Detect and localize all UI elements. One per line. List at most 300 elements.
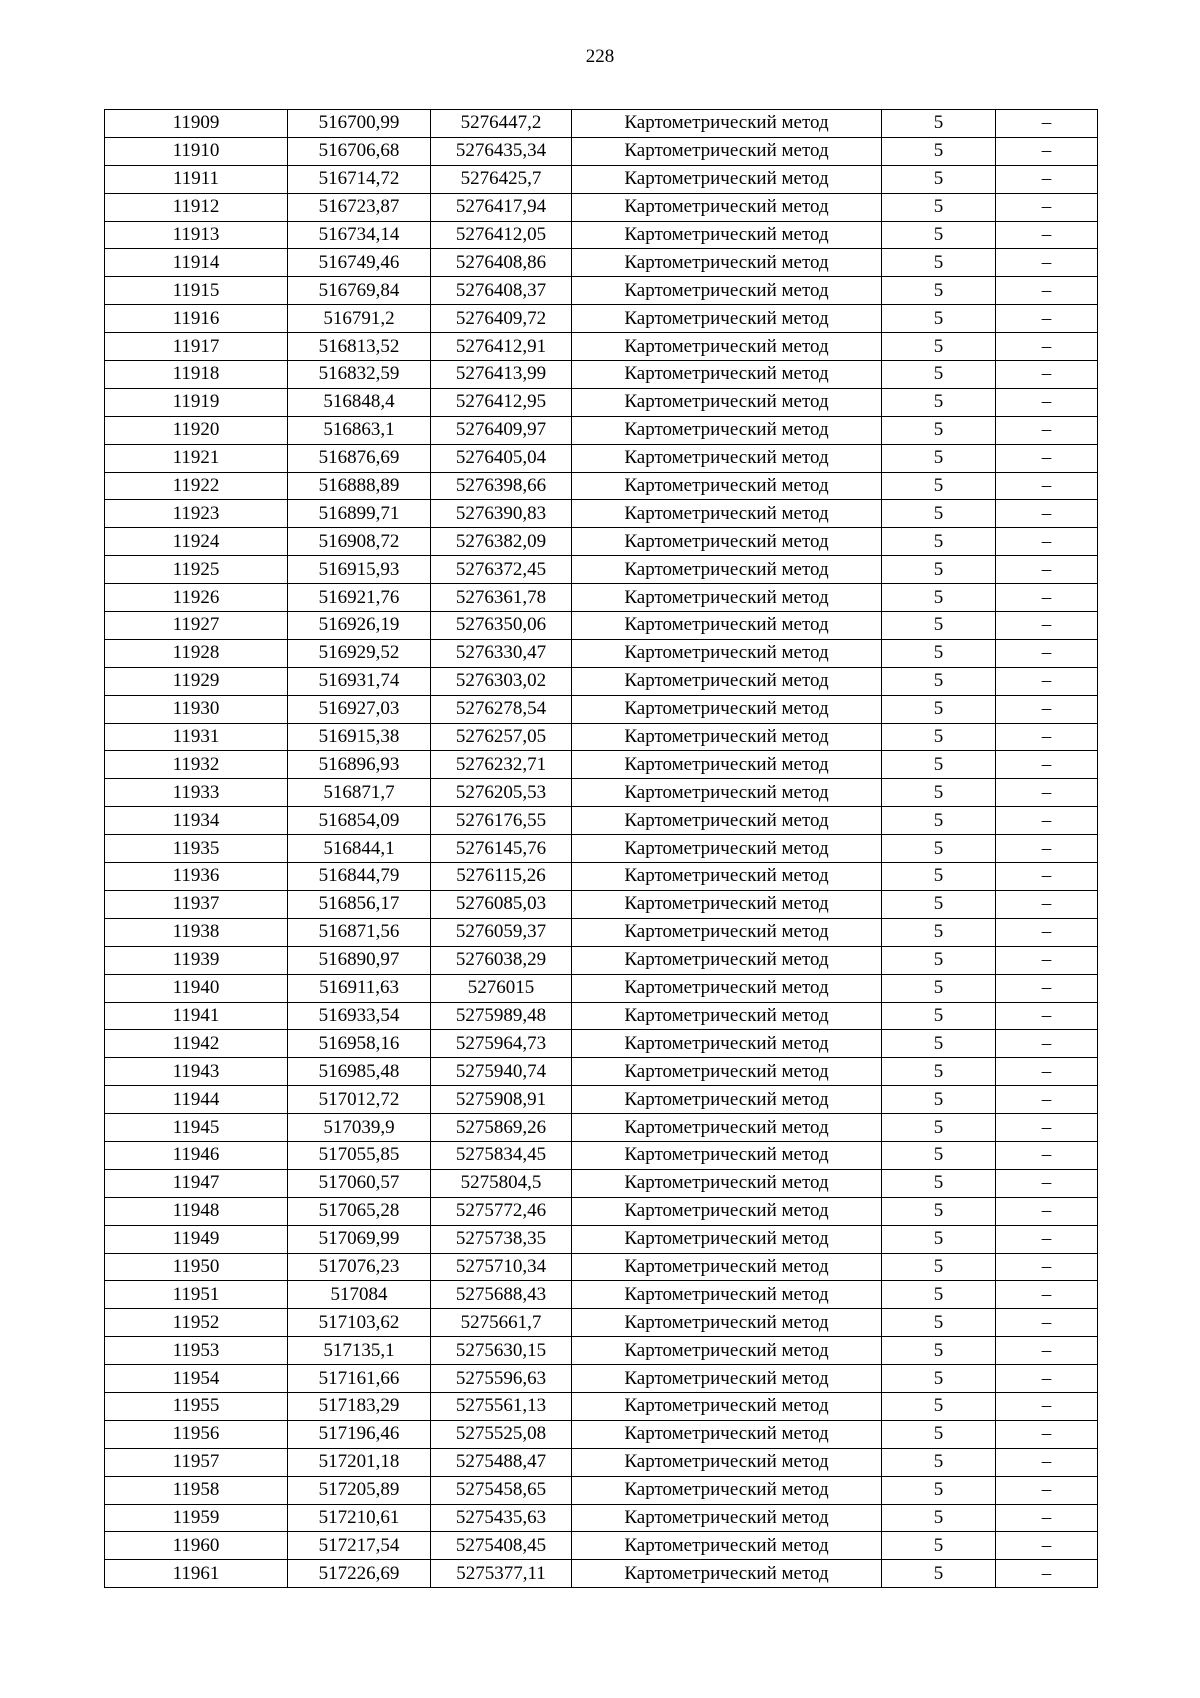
note-cell: – [996, 1141, 1098, 1169]
y-coordinate-cell: 5276412,91 [431, 333, 572, 361]
table-row [105, 639, 1098, 667]
method-cell: Картометрический метод [572, 612, 882, 640]
y-coordinate-cell: 5275561,13 [431, 1392, 572, 1420]
accuracy-cell: 5 [882, 221, 996, 249]
method-cell: Картометрический метод [572, 193, 882, 221]
method-cell: Картометрический метод [572, 974, 882, 1002]
method-cell: Картометрический метод [572, 556, 882, 584]
method-cell: Картометрический метод [572, 1281, 882, 1309]
note-cell: – [996, 1030, 1098, 1058]
point-number-cell: 11960 [105, 1532, 288, 1560]
method-cell: Картометрический метод [572, 1141, 882, 1169]
note-cell: – [996, 556, 1098, 584]
note-cell: – [996, 584, 1098, 612]
table-row [105, 1448, 1098, 1476]
note-cell: – [996, 667, 1098, 695]
point-number-cell: 11912 [105, 193, 288, 221]
point-number-cell: 11925 [105, 556, 288, 584]
method-cell: Картометрический метод [572, 472, 882, 500]
accuracy-cell: 5 [882, 444, 996, 472]
accuracy-cell: 5 [882, 1532, 996, 1560]
table-row [105, 221, 1098, 249]
x-coordinate-cell: 516899,71 [288, 500, 431, 528]
x-coordinate-cell: 516921,76 [288, 584, 431, 612]
accuracy-cell: 5 [882, 807, 996, 835]
accuracy-cell: 5 [882, 863, 996, 891]
method-cell: Картометрический метод [572, 1532, 882, 1560]
method-cell: Картометрический метод [572, 221, 882, 249]
point-number-cell: 11958 [105, 1476, 288, 1504]
y-coordinate-cell: 5275908,91 [431, 1086, 572, 1114]
x-coordinate-cell: 516854,09 [288, 807, 431, 835]
method-cell: Картометрический метод [572, 1030, 882, 1058]
y-coordinate-cell: 5276361,78 [431, 584, 572, 612]
y-coordinate-cell: 5276412,05 [431, 221, 572, 249]
point-number-cell: 11961 [105, 1560, 288, 1588]
method-cell: Картометрический метод [572, 1002, 882, 1030]
x-coordinate-cell: 516890,97 [288, 946, 431, 974]
table-row [105, 1365, 1098, 1393]
table-row [105, 863, 1098, 891]
note-cell: – [996, 751, 1098, 779]
y-coordinate-cell: 5275989,48 [431, 1002, 572, 1030]
table-row [105, 751, 1098, 779]
accuracy-cell: 5 [882, 361, 996, 389]
note-cell: – [996, 1002, 1098, 1030]
method-cell: Картометрический метод [572, 1225, 882, 1253]
method-cell: Картометрический метод [572, 333, 882, 361]
note-cell: – [996, 221, 1098, 249]
y-coordinate-cell: 5276015 [431, 974, 572, 1002]
note-cell: – [996, 1532, 1098, 1560]
accuracy-cell: 5 [882, 333, 996, 361]
table-row [105, 1337, 1098, 1365]
y-coordinate-cell: 5276205,53 [431, 779, 572, 807]
table-row [105, 333, 1098, 361]
method-cell: Картометрический метод [572, 1253, 882, 1281]
point-number-cell: 11928 [105, 639, 288, 667]
note-cell: – [996, 1169, 1098, 1197]
y-coordinate-cell: 5275688,43 [431, 1281, 572, 1309]
y-coordinate-cell: 5276382,09 [431, 528, 572, 556]
point-number-cell: 11940 [105, 974, 288, 1002]
y-coordinate-cell: 5275458,65 [431, 1476, 572, 1504]
table-body [105, 110, 1098, 1588]
y-coordinate-cell: 5276303,02 [431, 667, 572, 695]
x-coordinate-cell: 517205,89 [288, 1476, 431, 1504]
x-coordinate-cell: 516848,4 [288, 388, 431, 416]
table-row [105, 1002, 1098, 1030]
x-coordinate-cell: 517217,54 [288, 1532, 431, 1560]
x-coordinate-cell: 516915,38 [288, 723, 431, 751]
note-cell: – [996, 1058, 1098, 1086]
x-coordinate-cell: 516908,72 [288, 528, 431, 556]
y-coordinate-cell: 5276038,29 [431, 946, 572, 974]
note-cell: – [996, 416, 1098, 444]
table-row [105, 1225, 1098, 1253]
table-row [105, 835, 1098, 863]
point-number-cell: 11939 [105, 946, 288, 974]
method-cell: Картометрический метод [572, 1504, 882, 1532]
note-cell: – [996, 1337, 1098, 1365]
method-cell: Картометрический метод [572, 890, 882, 918]
point-number-cell: 11932 [105, 751, 288, 779]
table-row [105, 165, 1098, 193]
point-number-cell: 11924 [105, 528, 288, 556]
note-cell: – [996, 249, 1098, 277]
x-coordinate-cell: 517076,23 [288, 1253, 431, 1281]
note-cell: – [996, 137, 1098, 165]
method-cell: Картометрический метод [572, 667, 882, 695]
accuracy-cell: 5 [882, 1476, 996, 1504]
note-cell: – [996, 1560, 1098, 1588]
table-row [105, 388, 1098, 416]
method-cell: Картометрический метод [572, 1058, 882, 1086]
point-number-cell: 11950 [105, 1253, 288, 1281]
table-row [105, 890, 1098, 918]
method-cell: Картометрический метод [572, 388, 882, 416]
note-cell: – [996, 946, 1098, 974]
table-row [105, 1532, 1098, 1560]
x-coordinate-cell: 517103,62 [288, 1309, 431, 1337]
note-cell: – [996, 1476, 1098, 1504]
y-coordinate-cell: 5276350,06 [431, 612, 572, 640]
note-cell: – [996, 472, 1098, 500]
note-cell: – [996, 918, 1098, 946]
table-row [105, 193, 1098, 221]
table-row [105, 1253, 1098, 1281]
table-row [105, 1030, 1098, 1058]
note-cell: – [996, 639, 1098, 667]
x-coordinate-cell: 516734,14 [288, 221, 431, 249]
method-cell: Картометрический метод [572, 723, 882, 751]
accuracy-cell: 5 [882, 277, 996, 305]
y-coordinate-cell: 5275377,11 [431, 1560, 572, 1588]
method-cell: Картометрический метод [572, 110, 882, 138]
method-cell: Картометрический метод [572, 1365, 882, 1393]
point-number-cell: 11919 [105, 388, 288, 416]
x-coordinate-cell: 516931,74 [288, 667, 431, 695]
accuracy-cell: 5 [882, 695, 996, 723]
point-number-cell: 11956 [105, 1420, 288, 1448]
x-coordinate-cell: 517055,85 [288, 1141, 431, 1169]
method-cell: Картометрический метод [572, 1169, 882, 1197]
point-number-cell: 11936 [105, 863, 288, 891]
method-cell: Картометрический метод [572, 528, 882, 556]
point-number-cell: 11959 [105, 1504, 288, 1532]
method-cell: Картометрический метод [572, 500, 882, 528]
note-cell: – [996, 1225, 1098, 1253]
point-number-cell: 11944 [105, 1086, 288, 1114]
accuracy-cell: 5 [882, 667, 996, 695]
note-cell: – [996, 1281, 1098, 1309]
table-row [105, 249, 1098, 277]
y-coordinate-cell: 5276330,47 [431, 639, 572, 667]
note-cell: – [996, 612, 1098, 640]
note-cell: – [996, 1504, 1098, 1532]
table-row [105, 1504, 1098, 1532]
method-cell: Картометрический метод [572, 1337, 882, 1365]
point-number-cell: 11911 [105, 165, 288, 193]
y-coordinate-cell: 5276059,37 [431, 918, 572, 946]
y-coordinate-cell: 5276145,76 [431, 835, 572, 863]
y-coordinate-cell: 5276425,7 [431, 165, 572, 193]
x-coordinate-cell: 516791,2 [288, 305, 431, 333]
table-row [105, 1058, 1098, 1086]
point-number-cell: 11922 [105, 472, 288, 500]
y-coordinate-cell: 5275596,63 [431, 1365, 572, 1393]
x-coordinate-cell: 516933,54 [288, 1002, 431, 1030]
accuracy-cell: 5 [882, 751, 996, 779]
point-number-cell: 11952 [105, 1309, 288, 1337]
accuracy-cell: 5 [882, 723, 996, 751]
point-number-cell: 11941 [105, 1002, 288, 1030]
accuracy-cell: 5 [882, 1420, 996, 1448]
method-cell: Картометрический метод [572, 249, 882, 277]
note-cell: – [996, 444, 1098, 472]
point-number-cell: 11953 [105, 1337, 288, 1365]
accuracy-cell: 5 [882, 137, 996, 165]
accuracy-cell: 5 [882, 1309, 996, 1337]
accuracy-cell: 5 [882, 779, 996, 807]
y-coordinate-cell: 5276115,26 [431, 863, 572, 891]
note-cell: – [996, 110, 1098, 138]
method-cell: Картометрический метод [572, 1086, 882, 1114]
method-cell: Картометрический метод [572, 807, 882, 835]
method-cell: Картометрический метод [572, 137, 882, 165]
note-cell: – [996, 528, 1098, 556]
note-cell: – [996, 807, 1098, 835]
table-row [105, 1169, 1098, 1197]
point-number-cell: 11927 [105, 612, 288, 640]
x-coordinate-cell: 517183,29 [288, 1392, 431, 1420]
note-cell: – [996, 1253, 1098, 1281]
table-row [105, 723, 1098, 751]
y-coordinate-cell: 5276408,86 [431, 249, 572, 277]
accuracy-cell: 5 [882, 584, 996, 612]
x-coordinate-cell: 516706,68 [288, 137, 431, 165]
note-cell: – [996, 361, 1098, 389]
x-coordinate-cell: 517069,99 [288, 1225, 431, 1253]
accuracy-cell: 5 [882, 835, 996, 863]
x-coordinate-cell: 517012,72 [288, 1086, 431, 1114]
x-coordinate-cell: 516896,93 [288, 751, 431, 779]
y-coordinate-cell: 5275869,26 [431, 1114, 572, 1142]
point-number-cell: 11947 [105, 1169, 288, 1197]
y-coordinate-cell: 5275940,74 [431, 1058, 572, 1086]
method-cell: Картометрический метод [572, 277, 882, 305]
method-cell: Картометрический метод [572, 165, 882, 193]
point-number-cell: 11937 [105, 890, 288, 918]
table-row [105, 807, 1098, 835]
table-row [105, 918, 1098, 946]
y-coordinate-cell: 5275710,34 [431, 1253, 572, 1281]
point-number-cell: 11914 [105, 249, 288, 277]
note-cell: – [996, 863, 1098, 891]
table-row [105, 528, 1098, 556]
point-number-cell: 11910 [105, 137, 288, 165]
x-coordinate-cell: 516723,87 [288, 193, 431, 221]
accuracy-cell: 5 [882, 918, 996, 946]
y-coordinate-cell: 5276413,99 [431, 361, 572, 389]
table-row [105, 277, 1098, 305]
method-cell: Картометрический метод [572, 361, 882, 389]
point-number-cell: 11931 [105, 723, 288, 751]
table-row [105, 361, 1098, 389]
accuracy-cell: 5 [882, 1337, 996, 1365]
method-cell: Картометрический метод [572, 751, 882, 779]
x-coordinate-cell: 516749,46 [288, 249, 431, 277]
x-coordinate-cell: 516863,1 [288, 416, 431, 444]
x-coordinate-cell: 516888,89 [288, 472, 431, 500]
accuracy-cell: 5 [882, 556, 996, 584]
accuracy-cell: 5 [882, 1560, 996, 1588]
accuracy-cell: 5 [882, 1392, 996, 1420]
method-cell: Картометрический метод [572, 444, 882, 472]
x-coordinate-cell: 516911,63 [288, 974, 431, 1002]
x-coordinate-cell: 516714,72 [288, 165, 431, 193]
y-coordinate-cell: 5276447,2 [431, 110, 572, 138]
note-cell: – [996, 1197, 1098, 1225]
y-coordinate-cell: 5275738,35 [431, 1225, 572, 1253]
table-row [105, 1086, 1098, 1114]
x-coordinate-cell: 517196,46 [288, 1420, 431, 1448]
point-number-cell: 11909 [105, 110, 288, 138]
y-coordinate-cell: 5276176,55 [431, 807, 572, 835]
table-row [105, 1141, 1098, 1169]
accuracy-cell: 5 [882, 974, 996, 1002]
x-coordinate-cell: 516856,17 [288, 890, 431, 918]
accuracy-cell: 5 [882, 1058, 996, 1086]
table-row [105, 1560, 1098, 1588]
accuracy-cell: 5 [882, 1114, 996, 1142]
method-cell: Картометрический метод [572, 1448, 882, 1476]
table-row [105, 612, 1098, 640]
point-number-cell: 11945 [105, 1114, 288, 1142]
x-coordinate-cell: 517060,57 [288, 1169, 431, 1197]
method-cell: Картометрический метод [572, 1560, 882, 1588]
coordinates-table [104, 109, 1098, 1588]
x-coordinate-cell: 516929,52 [288, 639, 431, 667]
point-number-cell: 11929 [105, 667, 288, 695]
accuracy-cell: 5 [882, 1197, 996, 1225]
y-coordinate-cell: 5276408,37 [431, 277, 572, 305]
accuracy-cell: 5 [882, 1253, 996, 1281]
x-coordinate-cell: 516844,1 [288, 835, 431, 863]
accuracy-cell: 5 [882, 639, 996, 667]
point-number-cell: 11916 [105, 305, 288, 333]
y-coordinate-cell: 5276398,66 [431, 472, 572, 500]
x-coordinate-cell: 516915,93 [288, 556, 431, 584]
x-coordinate-cell: 517201,18 [288, 1448, 431, 1476]
y-coordinate-cell: 5275964,73 [431, 1030, 572, 1058]
method-cell: Картометрический метод [572, 305, 882, 333]
note-cell: – [996, 500, 1098, 528]
note-cell: – [996, 388, 1098, 416]
point-number-cell: 11920 [105, 416, 288, 444]
note-cell: – [996, 1114, 1098, 1142]
y-coordinate-cell: 5276409,72 [431, 305, 572, 333]
accuracy-cell: 5 [882, 1504, 996, 1532]
note-cell: – [996, 193, 1098, 221]
table-row [105, 695, 1098, 723]
point-number-cell: 11951 [105, 1281, 288, 1309]
point-number-cell: 11938 [105, 918, 288, 946]
y-coordinate-cell: 5275525,08 [431, 1420, 572, 1448]
point-number-cell: 11918 [105, 361, 288, 389]
x-coordinate-cell: 516871,56 [288, 918, 431, 946]
table-row [105, 1309, 1098, 1337]
table-row [105, 974, 1098, 1002]
accuracy-cell: 5 [882, 612, 996, 640]
note-cell: – [996, 779, 1098, 807]
method-cell: Картометрический метод [572, 918, 882, 946]
accuracy-cell: 5 [882, 193, 996, 221]
accuracy-cell: 5 [882, 110, 996, 138]
point-number-cell: 11948 [105, 1197, 288, 1225]
note-cell: – [996, 695, 1098, 723]
method-cell: Картометрический метод [572, 639, 882, 667]
point-number-cell: 11934 [105, 807, 288, 835]
point-number-cell: 11926 [105, 584, 288, 612]
method-cell: Картометрический метод [572, 1392, 882, 1420]
note-cell: – [996, 165, 1098, 193]
accuracy-cell: 5 [882, 1002, 996, 1030]
point-number-cell: 11954 [105, 1365, 288, 1393]
y-coordinate-cell: 5275834,45 [431, 1141, 572, 1169]
method-cell: Картометрический метод [572, 584, 882, 612]
accuracy-cell: 5 [882, 946, 996, 974]
table-row [105, 472, 1098, 500]
table-row [105, 1114, 1098, 1142]
y-coordinate-cell: 5276435,34 [431, 137, 572, 165]
point-number-cell: 11946 [105, 1141, 288, 1169]
point-number-cell: 11935 [105, 835, 288, 863]
note-cell: – [996, 305, 1098, 333]
method-cell: Картометрический метод [572, 1114, 882, 1142]
point-number-cell: 11942 [105, 1030, 288, 1058]
point-number-cell: 11955 [105, 1392, 288, 1420]
table-row [105, 1281, 1098, 1309]
table-row [105, 556, 1098, 584]
point-number-cell: 11923 [105, 500, 288, 528]
method-cell: Картометрический метод [572, 946, 882, 974]
accuracy-cell: 5 [882, 1141, 996, 1169]
accuracy-cell: 5 [882, 1281, 996, 1309]
note-cell: – [996, 723, 1098, 751]
method-cell: Картометрический метод [572, 416, 882, 444]
y-coordinate-cell: 5275630,15 [431, 1337, 572, 1365]
x-coordinate-cell: 516769,84 [288, 277, 431, 305]
note-cell: – [996, 974, 1098, 1002]
x-coordinate-cell: 516832,59 [288, 361, 431, 389]
accuracy-cell: 5 [882, 500, 996, 528]
accuracy-cell: 5 [882, 472, 996, 500]
table-row [105, 584, 1098, 612]
x-coordinate-cell: 517226,69 [288, 1560, 431, 1588]
note-cell: – [996, 1365, 1098, 1393]
point-number-cell: 11943 [105, 1058, 288, 1086]
y-coordinate-cell: 5276257,05 [431, 723, 572, 751]
accuracy-cell: 5 [882, 305, 996, 333]
point-number-cell: 11917 [105, 333, 288, 361]
x-coordinate-cell: 516876,69 [288, 444, 431, 472]
note-cell: – [996, 890, 1098, 918]
x-coordinate-cell: 516813,52 [288, 333, 431, 361]
table-row [105, 416, 1098, 444]
x-coordinate-cell: 516927,03 [288, 695, 431, 723]
y-coordinate-cell: 5276232,71 [431, 751, 572, 779]
